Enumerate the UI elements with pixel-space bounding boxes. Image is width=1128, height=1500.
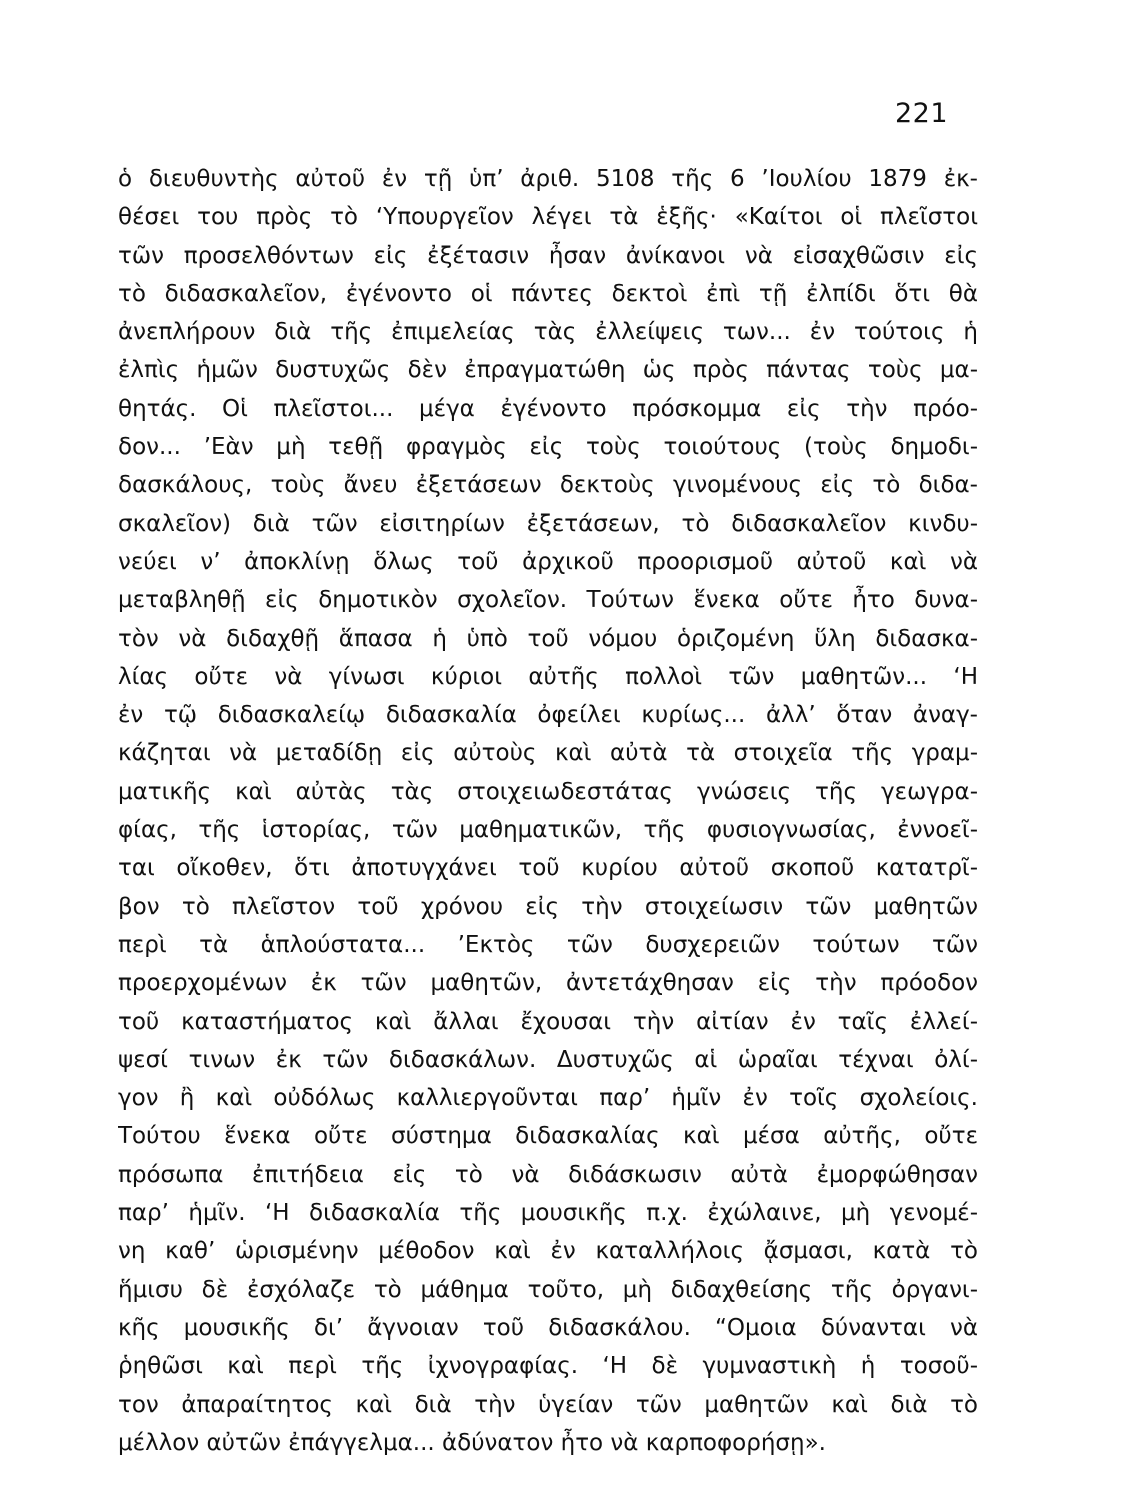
text-line: ἐλπὶς ἡμῶν δυστυχῶς δὲν ἐπραγματώθη ὡς πρὸς πάντας τοὺς μα- xyxy=(118,357,978,384)
text-line: θητάς. Οἱ πλεῖστοι... μέγα ἐγένοντο πρόσκομμα εἰς τὴν πρόο- xyxy=(118,395,978,422)
text-line: λίας οὔτε νὰ γίνωσι κύριοι αὐτῆς πολλοὶ τῶν μαθητῶν... ‘Η xyxy=(118,663,978,690)
text-line: ἥμισυ δὲ ἐσχόλαζε τὸ μάθημα τοῦτο, μὴ διδαχθείσης τῆς ὀργανι- xyxy=(118,1276,978,1303)
text-line: θέσει του πρὸς τὸ ‘Υπουργεῖον λέγει τὰ ἑξῆς· «Καίτοι οἱ πλεῖστοι xyxy=(118,204,978,231)
text-line: τὸ διδασκαλεῖον, ἐγένοντο οἱ πάντες δεκτοὶ ἐπὶ τῇ ἐλπίδι ὅτι θὰ xyxy=(118,280,978,307)
text-line: ἐν τῷ διδασκαλείῳ διδασκαλία ὀφείλει κυρίως... ἀλλ’ ὅταν ἀναγ- xyxy=(118,702,978,729)
text-line: πρόσωπα ἐπιτήδεια εἰς τὸ νὰ διδάσκωσιν αὐτὰ ἐμορφώθησαν xyxy=(118,1161,978,1188)
text-line: περὶ τὰ ἁπλούστατα... ’Εκτὸς τῶν δυσχερειῶν τούτων τῶν xyxy=(118,931,978,958)
text-line: δον... ’Εὰν μὴ τεθῇ φραγμὸς εἰς τοὺς τοιούτους (τοὺς δημοδι- xyxy=(118,434,978,461)
text-line: τον ἀπαραίτητος καὶ διὰ τὴν ὑγείαν τῶν μαθητῶν καὶ διὰ τὸ xyxy=(118,1391,978,1418)
text-line: ται οἴκοθεν, ὅτι ἀποτυγχάνει τοῦ κυρίου αὐτοῦ σκοποῦ κατατρῖ- xyxy=(118,855,978,882)
text-line: μέλλον αὐτῶν ἐπάγγελμα... ἀδύνατον ἦτο νὰ καρποφορήσῃ». xyxy=(118,1429,826,1456)
body-text xyxy=(118,160,978,1462)
page-number: 221 xyxy=(895,98,949,129)
text-line: τῶν προσελθόντων εἰς ἐξέτασιν ἦσαν ἀνίκανοι νὰ εἰσαχθῶσιν εἰς xyxy=(118,242,978,269)
text-line: σκαλεῖον) διὰ τῶν εἰσιτηρίων ἐξετάσεων, τὸ διδασκαλεῖον κινδυ- xyxy=(118,510,978,537)
text-line: ῥηθῶσι καὶ περὶ τῆς ἰχνογραφίας. ‘Η δὲ γυμναστικὴ ἡ τοσοῦ- xyxy=(118,1353,978,1380)
text-line: προερχομένων ἐκ τῶν μαθητῶν, ἀντετάχθησαν εἰς τὴν πρόοδον xyxy=(118,970,978,997)
text-line: φίας, τῆς ἱστορίας, τῶν μαθηματικῶν, τῆς φυσιογνωσίας, ἐννοεῖ- xyxy=(118,817,978,844)
text-line: τὸν νὰ διδαχθῇ ἅπασα ἡ ὑπὸ τοῦ νόμου ὁριζομένη ὕλη διδασκα- xyxy=(118,625,978,652)
text-line: γον ἢ καὶ οὐδόλως καλλιεργοῦνται παρ’ ἡμῖν ἐν τοῖς σχολείοις. xyxy=(118,1085,978,1112)
text-line: ψεσί τινων ἐκ τῶν διδασκάλων. Δυστυχῶς αἱ ὡραῖαι τέχναι ὀλί- xyxy=(118,1046,978,1073)
text-line: τοῦ καταστήματος καὶ ἄλλαι ἔχουσαι τὴν αἰτίαν ἐν ταῖς ἐλλεί- xyxy=(118,1008,978,1035)
text-line: Τούτου ἕνεκα οὔτε σύστημα διδασκαλίας καὶ μέσα αὐτῆς, οὔτε xyxy=(118,1123,978,1150)
text-line: νεύει ν’ ἀποκλίνῃ ὅλως τοῦ ἀρχικοῦ προορισμοῦ αὐτοῦ καὶ νὰ xyxy=(118,548,978,575)
text-line: ἀνεπλήρουν διὰ τῆς ἐπιμελείας τὰς ἐλλείψεις των... ἐν τούτοις ἡ xyxy=(118,319,978,346)
text-line: ὁ διευθυντὴς αὐτοῦ ἐν τῇ ὑπ’ ἀριθ. 5108 τῆς 6 ’Ιουλίου 1879 ἐκ- xyxy=(118,166,978,192)
text-line: νη καθ’ ὡρισμένην μέθοδον καὶ ἐν καταλλήλοις ᾄσμασι, κατὰ τὸ xyxy=(118,1238,978,1265)
text-line: κῆς μουσικῆς δι’ ἄγνοιαν τοῦ διδασκάλου. “Ομοια δύνανται νὰ xyxy=(118,1314,978,1341)
text-line: ματικῆς καὶ αὐτὰς τὰς στοιχειωδεστάτας γνώσεις τῆς γεωγρα- xyxy=(118,778,978,805)
text-line: βον τὸ πλεῖστον τοῦ χρόνου εἰς τὴν στοιχείωσιν τῶν μαθητῶν xyxy=(118,893,978,920)
text-line: κάζηται νὰ μεταδίδῃ εἰς αὐτοὺς καὶ αὐτὰ τὰ στοιχεῖα τῆς γραμ- xyxy=(118,740,978,767)
text-line: παρ’ ἡμῖν. ‘Η διδασκαλία τῆς μουσικῆς π.χ. ἐχώλαινε, μὴ γενομέ- xyxy=(118,1200,978,1227)
text-line: μεταβληθῇ εἰς δημοτικὸν σχολεῖον. Τούτων ἕνεκα οὔτε ἦτο δυνα- xyxy=(118,587,978,614)
text-line: δασκάλους, τοὺς ἄνευ ἐξετάσεων δεκτοὺς γινομένους εἰς τὸ διδα- xyxy=(118,472,978,499)
